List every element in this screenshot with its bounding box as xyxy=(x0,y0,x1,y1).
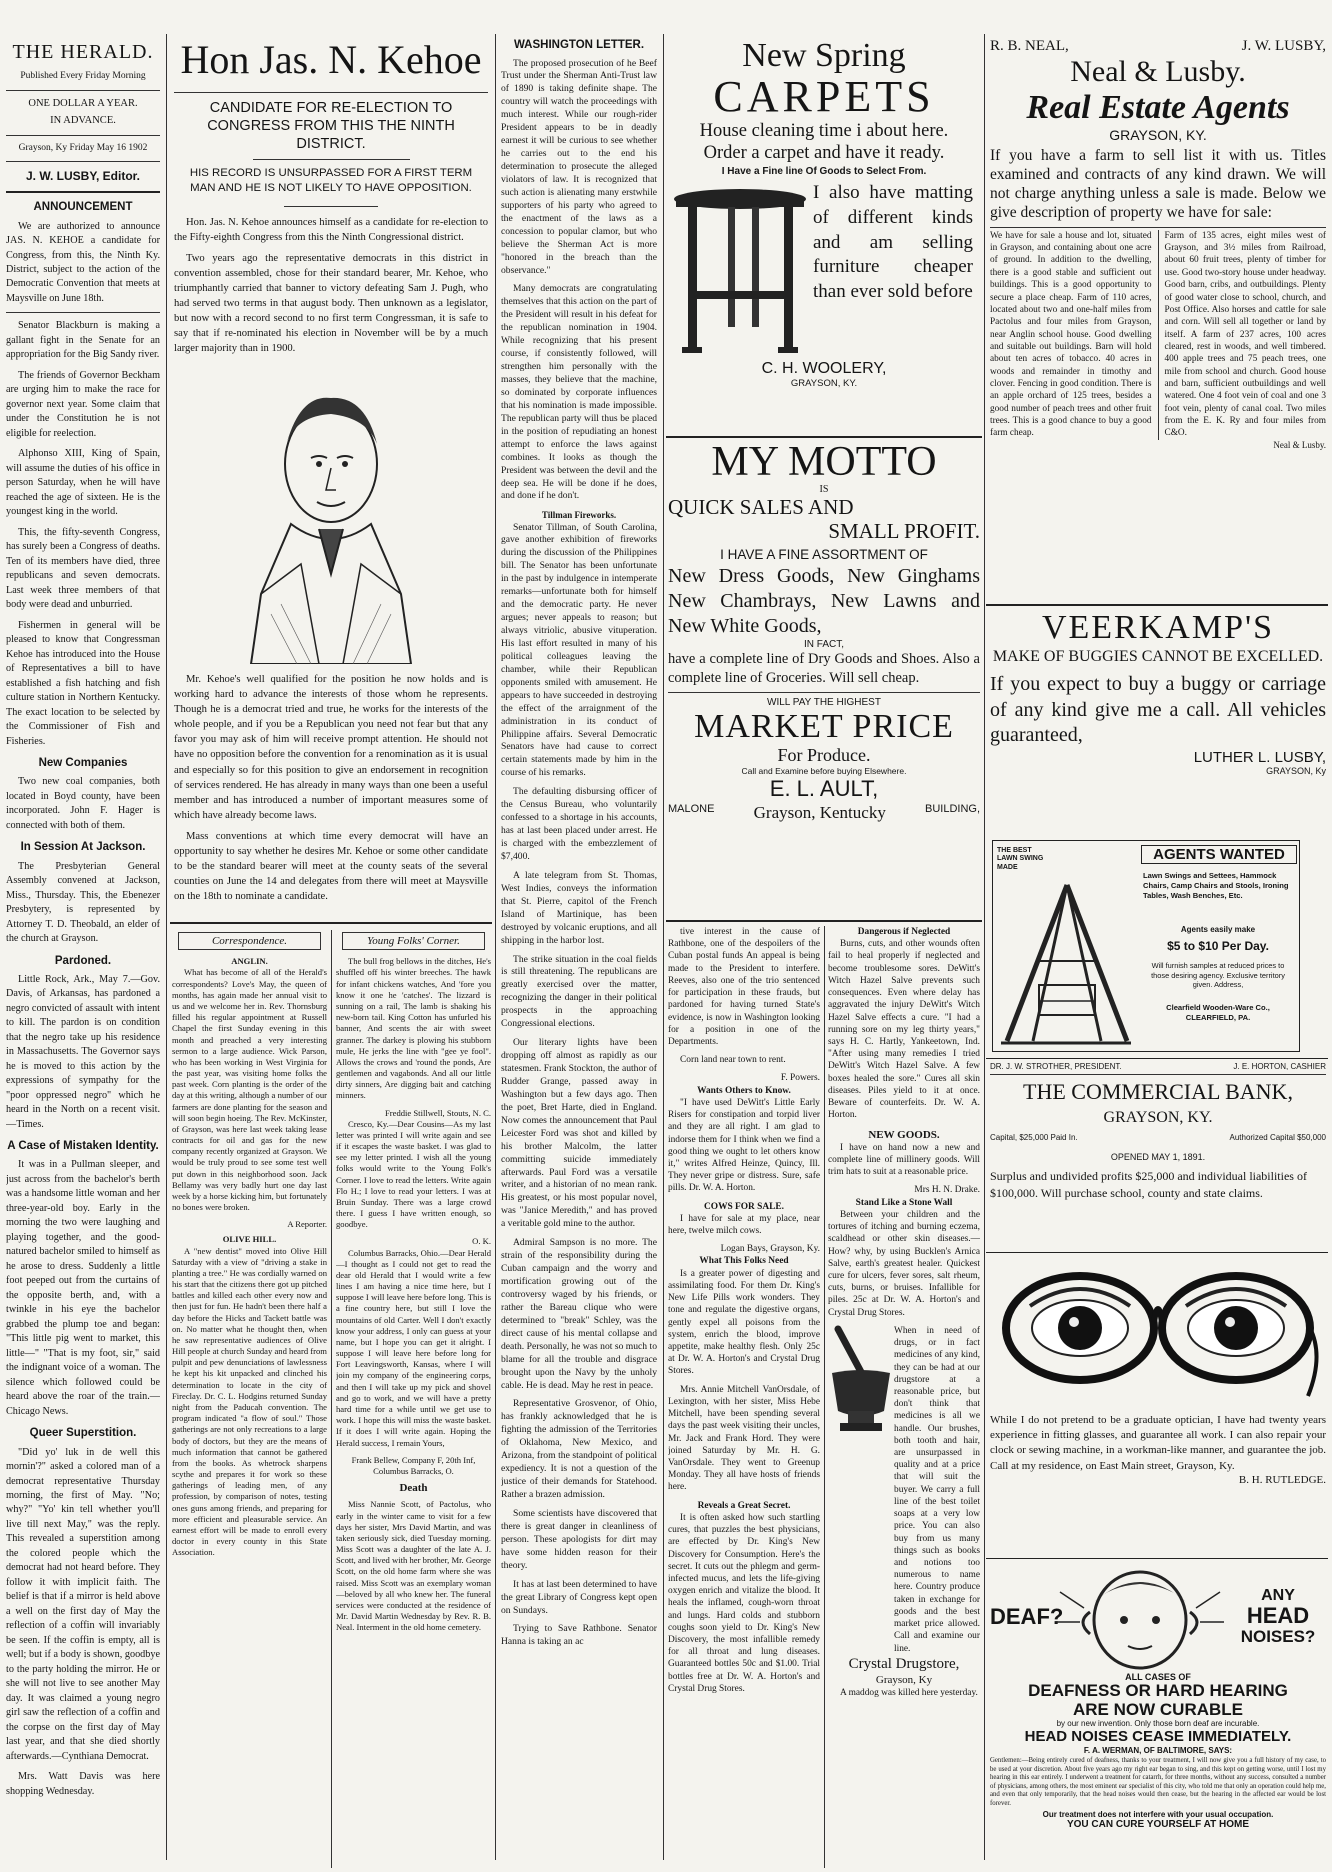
motto-goods: New Dress Goods, New Ginghams New Chambrays, New Lawns and New White Goods, xyxy=(668,565,980,638)
signature: Logan Bays, Grayson, Ky. xyxy=(720,1244,820,1255)
deaf-all-cases: ALL CASES OF xyxy=(1125,1672,1191,1682)
ault-building-right: BUILDING, xyxy=(924,802,980,815)
article-paragraph: Mass conventions at which time every democrat will have an opportunity to say whether he desires Mr. Kehoe or some other candidate to be the standard bearer will meet at the county seats of the several counties on June the 14 and delegates from there will meet at Maysville on the 18th to nominate a candidate. xyxy=(174,830,488,902)
firm-intro: If you have a farm to sell list it with us. Titles examined and contracts of any kind drawn. We will not charge anything unless a sale is made. Below we give description of property we have for sale: xyxy=(990,147,1326,221)
motto-line-profit: SMALL PROFIT. xyxy=(828,519,980,544)
young-folks-heading: Young Folks' Corner. xyxy=(342,932,485,950)
kehoe-subheadline: HIS RECORD IS UNSURPASSED FOR A FIRST TERM MAN AND HE IS NOT LIKELY TO HAVE OPPOSITION. xyxy=(189,167,473,195)
signature: O. K. xyxy=(472,1236,491,1247)
partner-right: J. W. LUSBY, xyxy=(1241,38,1326,54)
place-heading: OLIVE HILL. xyxy=(222,1234,277,1245)
article-paragraph: It is often asked how such startling cures, that puzzles the best physicians, are effected by Dr. King's New Discovery for Consumption. Here's the secret. It cuts out the phlegm and germ-infected mucus, and lets the life-giving oxygen enrich and vitalize the blood. It heals the inflamed, cough-worn throat and lungs. Hard colds and stubborn coughs soon yield to Dr. King's New Discovery, the most infallible remedy for all throat and lung diseases. Guaranteed bottles 50c and $1.00. Trial bottles free at Dr. W. A. Horton's and Crystal Drug Stores. xyxy=(668,1512,820,1694)
article-paragraph: Representative Grosvenor, of Ohio, has frankly acknowledged that he is fighting the admission of the Territories of Oklahoma, New Mexico, and Arizona, from the standpoint of political expediency. It is not a question of the justice of their demands for Statehood. Rather a brazen admission. xyxy=(501,1398,657,1501)
article-paragraph: Mrs. Annie Mitchell VanOrsdale, of Lexington, with her sister, Miss Hebe Mitchell, have been spending several days the past week visiting their uncles, Mr. Jack and Frank Hord. They were joined Saturday by Mr. H. G. VanOrsdale. They went to Greenup Monday. They all have hosts of friends here. xyxy=(668,1384,820,1493)
article-paragraph: It was in a Pullman sleeper, and just across from the bachelor's berth was a handsome little woman and her three-year-old boy. Early in the morning the two were laughing and playing together, and the good-natured bachelor smiled to himself as he arose to dress. Suddenly a little foot peeped out from the curtains of the opposite berth, and, with a twinkle in his eye the bachelor grabbed the plump toe and began: "This little pig went to market, this little—" "That is my foot, sir," said the indignant voice of a woman. The silence which followed could be heard above the roar of the train.—Chicago News. xyxy=(6,1159,160,1417)
drugstore-name: Crystal Drugstore, xyxy=(848,1655,960,1672)
optician-signature: B. H. RUTLEDGE. xyxy=(1238,1473,1326,1486)
article-paragraph: Two new coal companies, both located in Boyd county, have been incorporated. John F. Hager is connected with both of them. xyxy=(6,776,160,831)
motto-is: IS xyxy=(819,484,829,496)
deaf-footnote: Our treatment does not interfere with your usual occupation. xyxy=(1042,1810,1274,1820)
article-heading: In Session At Jackson. xyxy=(20,841,146,854)
signature: Mrs H. N. Drake. xyxy=(914,1185,980,1196)
kehoe-article xyxy=(174,38,488,918)
article-paragraph: Trying to Save Rathbone. Senator Hanna is taking an ac xyxy=(501,1623,657,1648)
poem: The bull frog bellows in the ditches, He's shuffled off his winter breeches. The hawk for infant chickens watches, And 'fore you know it one he 'catches'. The lizzard is sunning on a rail, The lamb is shaking his new-born tail. King Cotton has unfurled his banner, And scents the air with sweet granner. The darkey is plowing his stubborn mule, He jerks the line with "gee ye fool". Allows the crows and 'round the ponds, Are gentlemen and vagabonds. And all our little dirty sinners, Are digging bait and catching minners. xyxy=(336,956,491,1101)
motto-pay: WILL PAY THE HIGHEST xyxy=(767,697,881,709)
bank-opened: OPENED MAY 1, 1891. xyxy=(1110,1151,1206,1162)
deaf-headline-2: ARE NOW CURABLE xyxy=(1073,1699,1243,1719)
mortar-pestle-illustration xyxy=(828,1325,894,1435)
neal-lusby-ad xyxy=(990,38,1326,598)
article-paragraph: Between your children and the tortures of itching and burning eczema, scaldhead or other skin diseases.—How? why, by using Bucklen's Arnica Salve, earth's greatest healer. Quickest cure for ulcers, fever sores, salt rheum, cuts, burns, or bruises. Infallible for piles. 25c at Dr. W. A. Horton's and Crystal Drug Stores. xyxy=(828,1209,980,1318)
washington-letter xyxy=(501,38,657,1868)
bank-cashier: J. E. HORTON, CASHIER xyxy=(1233,1062,1326,1071)
optician-ad xyxy=(990,1256,1326,1556)
head-illustration xyxy=(1050,1562,1230,1672)
article-paragraph: Many democrats are congratulating themselves that this action on the part of the President will result in his defeat for the republican nomination in 1904. While recognizing that his present course, if consistently followed, will strengthen him personally with the masses, they believe that the machine, so dominated by corporate influences that his nomination is made impossible. The republican party will thus be placed in the position of repudiating an honest attempt to enforce the laws against combines. It looks as though the President was between the devil and the deep sea. He will be done if he does, and done if he don't. xyxy=(501,283,657,502)
article-paragraph: I have for sale at my place, near here, twelve milch cows. xyxy=(668,1213,820,1237)
real-estate-title: Real Estate Agents xyxy=(1026,89,1290,126)
motto-in-fact: IN FACT, xyxy=(803,639,844,651)
letter: Columbus Barracks, Ohio.—Dear Herald—I thought as I could not get to read the dear old Herald that I would write a few lines I am having a nice time here, but I suppose I will leave here before long. This is a fine country here, but still I love the mountains of old Carter. Well I don't exactly know your address, I only can guess at your name, but I hope you can get it alright. I suppose I will leave here before long for Fort Leavingsworth, Kansas, where I will join my company of the engineering corps, and then I will take up my pick and shovel and go to work, and we will have a pretty hard time for a while until we get use to work. I hope this will miss the waste basket. If it does I will write again. Hoping the Herald success, I remain Yours, xyxy=(336,1247,491,1448)
announcement-heading: ANNOUNCEMENT xyxy=(33,201,133,214)
deaf-letter: Gentlemen:—Being entirely cured of deafness, thanks to your treatment, I will now give you a full history of my case, to be used at your discretion. About five years ago my right ear began to sing, and this kept on getting worse, until I lost my hearing in this ear entirely. I underwent a treatment for catarrh, for three months, without any success, consulted a number of physicians, among others, the most eminent ear specialist of this city, who told me that only an operation could help me, and even that only temporarily, that the head noises would then cease, but the hearing in the affected ear would be lost forever. xyxy=(990,1757,1326,1807)
deaf-testimonial-heading: F. A. WERMAN, OF BALTIMORE, SAYS: xyxy=(1083,1746,1233,1756)
signature: F. Powers. xyxy=(780,1073,820,1084)
subheading: NEW GOODS. xyxy=(868,1128,940,1141)
carpets-line-5: I Have a Fine line Of Goods to Select From. xyxy=(721,166,927,178)
section-rule xyxy=(986,1058,1328,1059)
agents-title: AGENTS WANTED xyxy=(1141,845,1297,864)
subheading: What This Folks Need xyxy=(699,1256,789,1267)
deaf-head: HEAD xyxy=(1246,1603,1310,1628)
column-rule xyxy=(331,930,332,1868)
subheading: Wants Others to Know. xyxy=(697,1085,791,1096)
young-folks-column xyxy=(336,930,491,1868)
deaf-headline-3: HEAD NOISES CEASE IMMEDIATELY. xyxy=(1024,1728,1292,1746)
signature: Freddie Stillwell, Stouts, N. C. xyxy=(385,1107,491,1118)
article-paragraph: It has at last been determined to have the great Library of Congress kept open on Sundays. xyxy=(501,1578,657,1616)
article-paragraph: Fishermen in general will be pleased to know that Congressman Kehoe has introduced into the House of Representatives a bill to have established a fish hatching and fish culture station in Northern Kentucky. The exact location to be selected by the Commissioner of Fish and Fisheries. xyxy=(6,619,160,747)
carpets-line-1: New Spring xyxy=(742,38,906,74)
article-paragraph: Corn land near town to rent. xyxy=(680,1055,786,1066)
death-heading: Death xyxy=(399,1482,428,1495)
article-heading: Queer Superstition. xyxy=(29,1427,137,1440)
veerkamp-location: GRAYSON, Ky xyxy=(1266,766,1326,777)
veerkamp-ad xyxy=(990,608,1326,832)
motto-market: MARKET PRICE xyxy=(694,708,954,746)
subheading: Tillman Fireworks. xyxy=(541,510,617,521)
signature: Frank Bellew, Company F, 20th Inf, Columbus Barracks, O. xyxy=(351,1454,476,1476)
column-1 xyxy=(6,38,160,1868)
article-heading: New Companies xyxy=(38,757,128,769)
column-5-lower xyxy=(668,926,820,1868)
article-paragraph: Some scientists have discovered that there is great danger in cleanliness of person. These apologists for dirt may have some hidden reason for their theory. xyxy=(501,1507,657,1571)
ault-building-left: MALONE xyxy=(668,802,715,815)
section-rule xyxy=(666,436,982,438)
bank-capital: Capital, $25,000 Paid In. xyxy=(990,1132,1078,1142)
bank-authorized-capital: Authorized Capital $50,000 xyxy=(1229,1132,1326,1142)
column-rule xyxy=(495,34,496,1860)
deaf-footnote-2: YOU CAN CURE YOURSELF AT HOME xyxy=(1066,1819,1250,1831)
washington-heading: WASHINGTON LETTER. xyxy=(513,39,645,51)
firm-location: GRAYSON, KY. xyxy=(1109,127,1207,144)
agents-earnings: $5 to $10 Per Day. xyxy=(1167,939,1269,953)
article-paragraph: A maddog was killed here yesterday. xyxy=(840,1688,978,1699)
kehoe-portrait xyxy=(231,364,431,664)
subscription-price: ONE DOLLAR A YEAR. xyxy=(28,97,138,109)
article-paragraph: Mr. Kehoe's well qualified for the position he now holds and is working hard to advance the interests of those whom he represents. Though he is a democrat tried and true, he works for the interests of the whole people, and if you be a Republican you need not fear but that any favor you may ask of him will receive prompt attention. He should not have no opposition before the convention for a renomination as it is usual and especially so for this position to give an endorsement in recognition of services rendered. He has already in many ways than one been a useful member and has introduced a number of important measures some of which have already become laws. xyxy=(174,674,488,821)
deaf-noises: NOISES? xyxy=(1240,1627,1316,1646)
bank-name: THE COMMERCIAL BANK, xyxy=(1023,1079,1293,1104)
editor-line: J. W. LUSBY, Editor. xyxy=(25,169,141,184)
lawn-swing-illustration xyxy=(997,881,1135,1046)
article-paragraph: I have on hand now a new and complete line of millinery goods. Will trim hats to suit at a reasonable price. xyxy=(828,1142,980,1178)
furniture-text: I also have matting of different kinds and am selling furniture cheaper than ever sold before xyxy=(813,182,973,302)
veerkamp-name: LUTHER L. LUSBY, xyxy=(1193,749,1326,767)
announcement-text: We are authorized to announce JAS. N. KEHOE a candidate for Congress, from this, the Ninth Ky. District, subject to the action of the Democratic Convention that meets at Maysville on June 18th. xyxy=(6,220,160,304)
article-paragraph: What has become of all of the Herald's correspondents? Love's May, the queen of months, has again made her annual visit to us and we welcome her in. Rev. Thornsburg filled his regular appointment at Russell Chapel the first Sunday evening in this month and preached a very interesting sermon to a large audience. Wick Parson, who has been working in West Virginia for the past year, was visiting home folks the past week. Corn planting is the order of the day at this writing, although a number of our farmers are done planting for the season and will soon begin hoeing. The Rev. McKinster, of Grayson, was here last week taking lease contracts for oil and gas for the new company recently organized at Grayson. We would be truly proud to see some test well put down in this neighborhood soon. Jack Bellamy was very badly hurt one day last week by a horse kicking him, but fortunately no bones were broken. xyxy=(172,967,327,1213)
article-paragraph: Senator Tillman, of South Carolina, gave another exhibition of fireworks during the discussion of the Philippines bill. The Senator has been unfortunate in the past by indulgence in intemperate remarks—unfortunate both for himself and the democratic party. He never argues; never appeals to reason; but always vitriolic, abusive vituperation. His last effort resulted in many of his political colleagues leaving the chamber, while their Republican opponents smiled with amusement. He appears to have succeeded in destroying the effect of the arraignment of the administration in its conduct of Philippine affairs. Several Democratic Senators have had cause to correct certain statements made by him in the course of his remarks. xyxy=(501,521,657,779)
carpets-line-3: House cleaning time i about here. xyxy=(699,120,949,141)
carpets-line-2: CARPETS xyxy=(713,71,935,121)
article-paragraph: The friends of Governor Beckham are urging him to make the race for governor next year. Some claim that under the Constitution he is not eligible for reelection. xyxy=(6,369,160,439)
agents-terms: Will furnish samples at reduced prices to those desiring agency. Exclusive territory given. Address, xyxy=(1151,961,1285,990)
article-paragraph: Miss Nannie Scott, of Pactolus, who early in the winter came to visit for a few days her sister, Mrs David Martin, and was taken seriously sick, died Tuesday morning. Miss Scott was a daughter of the late A. J. Scott, and lived with her brother, Mr. George Scott, on the old home farm where she was raised. Miss Scott was an exemplary woman—beloved by all who knew her. The funeral services were conducted at the residence of Mr. David Martin Wednesday by Rev. R. B. Neal. Interment in the old home cemetery. xyxy=(336,1499,491,1633)
signature: A Reporter. xyxy=(287,1219,327,1230)
deaf-any: ANY xyxy=(1261,1587,1295,1604)
bank-body: Surplus and undivided profits $25,000 and individual liabilities of $100,000. Will purchase school, county and state claims. xyxy=(990,1168,1307,1200)
woolery-location: GRAYSON, KY. xyxy=(790,378,858,390)
agents-wanted-ad xyxy=(992,840,1300,1052)
issue-date: Grayson, Ky Friday May 16 1902 xyxy=(18,142,148,153)
section-rule xyxy=(986,1558,1328,1559)
deaf-subline: by our new invention. Only those born deaf are incurable. xyxy=(1056,1719,1260,1729)
eyes-spectacles-illustration xyxy=(990,1256,1326,1408)
article-paragraph: Admiral Sampson is no more. The strain of the responsibility during the Cuban campaign and the worry and mortification growing out of the controversy waged by his friends, or rather the Bareau clique who were determined to "break" Schley, was the direct cause of his mental collapse and death. Personally, he was not so much to blame for all the trouble and disgrace brought upon the Navy by the unholy cable. He is dead. May he rest in peace. xyxy=(501,1237,657,1391)
carpets-ad xyxy=(668,38,980,433)
publication-schedule: Published Every Friday Morning xyxy=(20,71,146,82)
ault-name: E. L. AULT, xyxy=(769,776,879,802)
deafness-ad xyxy=(990,1562,1326,1868)
motto-produce: For Produce. xyxy=(777,745,871,766)
subheading: Reveals a Great Secret. xyxy=(697,1500,791,1511)
article-paragraph: Alphonso XIII, King of Spain, will assume the duties of his office in person Saturday, when he will have reached the age of sixteen. He is the youngest king in the world. xyxy=(6,448,160,518)
subheading: Dangerous if Neglected xyxy=(857,927,951,937)
deaf-headline-1: DEAFNESS OR HARD HEARING xyxy=(1028,1681,1288,1700)
subheading: COWS FOR SALE. xyxy=(704,1201,784,1212)
section-rule xyxy=(986,604,1328,606)
correspondence-heading: Correspondence. xyxy=(178,932,321,950)
drugstore-text: When in need of drugs, or in fact medicines of any kind, they can be had at our drugstore at a reasonable price, but don't think that medicines is all we handle. Our brushes, both tooth and hair, are unsurpassed in quality and at a price that will suit the buyer. We carry a full line of the best toilet soaps at a very low price. You can also buy from us many things such as books and notions too numerous to name here. Country produce taken in exchange for goods and the best market price allowed. Call and examine our line. xyxy=(894,1325,980,1654)
article-paragraph: This, the fifty-seventh Congress, has surely been a Congress of deaths. Ten of its members have died, three republicans and seven democrats. Last week three members of that body were dead and unburried. xyxy=(6,526,160,611)
article-paragraph: "I have used DeWitt's Little Early Risers for constipation and torpid liver and they are all right. I am glad to indorse them for I think when we find a good thing we ought to let others know it," writes Alfred Heinze, Quincy, Ill. They never gripe or distress. Sure, safe pills. Dr. W. A. Horton. xyxy=(668,1097,820,1194)
article-paragraph: "Did yo' luk in de well this mornin'?" asked a colored man of a democrat representative Thursday morning, the first of May. "No; why?" "Yo' kin tell whether you'll live till next May," was the reply. This revealed a superstition among the colored people which the democrat had not heard before. They follow it with implicit faith. The belief is that if a mirror is held above a well on the first day of May the reflection of a coffin will invariably be seen. If the coffin is empty, all is well; but if a body is shown, goodbye to the party holding the mirror. He or she will not live to see another May day. It was claimed a young negro girl saw the reflection of a coffin and the corpse on the first day of May last year, and that she died shortly afterwards.—Cynthiana Democrat. xyxy=(6,1446,160,1762)
bank-location: GRAYSON, KY. xyxy=(1103,1108,1213,1126)
agents-company: Clearfield Wooden-Ware Co., CLEARFIELD, PA. xyxy=(1166,1003,1270,1022)
subscription-advance: IN ADVANCE. xyxy=(50,114,116,126)
motto-assortment: I HAVE A FINE ASSORTMENT OF xyxy=(720,547,928,563)
veerkamp-title: VEERKAMP'S xyxy=(1041,609,1275,646)
article-paragraph: Hon. Jas. N. Kehoe announces himself as a candidate for re-election to the Fifty-eighth Congress from this the Ninth Congressional district. xyxy=(174,217,488,244)
bank-ad xyxy=(990,1062,1326,1248)
article-paragraph: A "new dentist" moved into Olive Hill Saturday with a view of "driving a stake in planting a tree." He was cordially warned on his start that the citizens there got up pitched battles and killed each other every now and then just for fun. He hadn't been there half a day before the Hicks and Tackett battle was on. No matter what he thought then, when he saw representative audiences of Olive Hill people at church Sunday and heard from pulpit and pew denunciations of lawlessness he kept his kit unpacked and clinched his determination to locate in the city of Fireclay. Dr. C. L. Hodgins returned Sunday night from the Paducah convention. The program indicated "a flow of soul." Those gatherings are not only recreations to a large body of doctors, but they are the means of much information that cannot be gathered from the books. As whetrock sharpens scythe and prepares it for work so these gatherings of leading men, of any profession, by comparison of notes, testing ones guns among friends, and preparing for more efficient and pleasurable service. An earnest effort will be made to enroll every doctor in every county in this State Association. xyxy=(172,1245,327,1558)
table-illustration xyxy=(668,181,813,356)
motto-call: Call and Examine before buying Elsewhere. xyxy=(741,766,907,777)
section-rule xyxy=(986,1252,1328,1253)
drugstore-location: Grayson, Ky xyxy=(875,1673,933,1686)
masthead: THE HERALD. xyxy=(12,41,154,63)
column-rule xyxy=(824,926,825,1868)
property-list-left: We have for sale a house and lot, situated in Grayson, and containing about one acre of ground. In addition to the dwelling, there is a good stable and sufficient out buildings. This is a good opportunity to secure a place cheap. Farm of 110 acres, located about two and one-half miles from Pactolus and four miles from Grayson, near Anglin school house. Good dwelling and suitable out buildings. Barn will hold about ten acres of tobacco. 40 acres in woods and remainder in timothy and clover. Fencing in good condition. There is an apple orchard of 125 trees, besides a good number of peach trees and other fruit trees. This is a good chance to buy a good farm cheap. xyxy=(990,230,1152,439)
kehoe-headline: CANDIDATE FOR RE-ELECTION TO CONGRESS FROM THIS THE NINTH DISTRICT. xyxy=(207,100,455,153)
article-paragraph: Little Rock, Ark., May 7.—Gov. Davis, of Arkansas, has pardoned a negro convicted of assault with intent to kill. The pardon is on condition that the negro take up his residence in Massachusetts. The Governor says he is moved to this action by the expressions of sympathy for the "poor oppressed negro" which he heard in the North on a recent visit.—Times. xyxy=(6,973,160,1130)
article-paragraph: The defaulting disbursing officer of the Census Bureau, who voluntarily confessed to a shortage in his accounts, has at last been placed under arrest. He is charged with the embezzlement of $7,400. xyxy=(501,786,657,862)
agents-items: Lawn Swings and Settees, Hammock Chairs, Camp Chairs and Stools, Ironing Tables, Wash Benches, Etc. xyxy=(1143,871,1289,900)
motto-lines: have a complete line of Dry Goods and Shoes. Also a complete line of Groceries. Will sell cheap. xyxy=(668,651,980,687)
article-paragraph: tive interest in the cause of Rathbone, one of the despoilers of the Cuban postal funds An appeal is being made to the President to interfere. Reeves, also one of the trio sentenced for participation in these frauds, but pardoned for having turned State's evidence, is now in Washington looking for a position in one of the Departments. xyxy=(668,927,820,1047)
article-paragraph: The strike situation in the coal fields is still threatening. The republicans are greatly exercised over the matter, recognizing the danger in their political prospects in the approaching Congressional elections. xyxy=(501,953,657,1030)
article-paragraph: Is a greater power of digesting and assimilating food. For them Dr. King's New Life Pills work wonders. They tone and regulate the digestive organs, gently expel all poisons from the system, enrich the blood, improve appetite, make healthy flesh. Only 25c at Dr. W. A. Horton's and Crystal Drug Stores. xyxy=(668,1268,820,1377)
place-heading: ANGLIN. xyxy=(231,956,268,967)
article-paragraph: Our literary lights have been dropping off almost as rapidly as our statesmen. Frank Stockton, the author of Rudder Grange, passed away in Washington but a few days ago. Then the poet, Bret Harte, died in England. Now comes the announcement that Paul Leicester Ford was shot and killed by his brother Malcolm, the latter committing suicide immediately afterwards. Paul Ford was a versatile writer, and a historian of no mean rank. His greatest, or his most popular novel, was "Janice Meredith," and has proved a veritable gold mine to the author. xyxy=(501,1037,657,1230)
column-rule xyxy=(984,34,985,1860)
article-paragraph: Mrs. Watt Davis was here shopping Wednesday. xyxy=(6,1771,160,1797)
carpets-line-4: Order a carpet and have it ready. xyxy=(703,143,945,164)
motto-title: MY MOTTO xyxy=(711,440,937,485)
section-rule xyxy=(666,920,982,922)
article-heading: Pardoned. xyxy=(54,954,112,967)
optician-body: While I do not pretend to be a graduate optician, I have had twenty years experience in fitting glasses, and guarantee all work. I can also repair your clock or sewing machine, in a workman-like manner, and guarantee the job. Call at my residence, on East Main street, Grayson, Ky. xyxy=(990,1414,1326,1472)
firm-name: Neal & Lusby. xyxy=(1070,55,1246,88)
section-rule xyxy=(170,922,492,924)
column-rule xyxy=(166,34,167,1860)
article-paragraph: Two years ago the representative democrats in this district in convention assembled, chose for their standard bearer, Mr. Kehoe, who triumphantly carried that banner to victory defeating Sam J. Pugh, who had served two terms in that august body. Then unknown as a legislator, but now with a record second to no first term Congressman, it is safe to say that if re-nominated his election in November will be by a much larger majority than in 1900. xyxy=(174,253,488,355)
letter: Cresco, Ky.—Dear Cousins—As my last letter was printed I will write again and see if it escapes the waste basket. I was glad to see my letter printed. I wish all the young folks would write to the Young Folk's Corner. I love to read the letters. Write again Flo H.; I love to read your letters. I was at Bruin Sunday. There was a large crowd there. I guess I have written enough, so goodbye. xyxy=(336,1118,491,1230)
column-rule xyxy=(663,34,664,1860)
veerkamp-tagline: MAKE OF BUGGIES CANNOT BE EXCELLED. xyxy=(992,648,1324,666)
lawn-swing-tag: THE BEST LAWN SWING MADE xyxy=(997,847,1044,871)
deaf-question: DEAF? xyxy=(990,1604,1064,1629)
motto-line-quick: QUICK SALES AND xyxy=(668,495,854,520)
kehoe-title: Hon Jas. N. Kehoe xyxy=(180,38,482,82)
motto-ad xyxy=(668,440,980,916)
bank-president: DR. J. W. STROTHER, PRESIDENT. xyxy=(990,1062,1122,1071)
article-paragraph: Burns, cuts, and other wounds often fail to heal properly if neglected and become troublesome sores. DeWitt's Witch Hazel Salve prevents such consequences. Even where delay has aggravated the injury DeWitt's Witch Hazel Salve effects a cure. "I had a running sore on my leg thirty years," says H. C. Hartly, Yankeetown, Ind. "After using many remedies I tried DeWitt's Witch Hazel Salve. A few boxes healed the sore." Cures all skin diseases. Piles yield to it at once. Beware of counterfeits. Dr. W. A. Horton. xyxy=(828,939,980,1121)
agents-make: Agents easily make xyxy=(1180,925,1256,934)
article-paragraph: The proposed prosecution of he Beef Trust under the Sherman Anti-Trust law of 1890 is taking definite shape. The country will watch the proceedings with much interest. While our rough-rider President appears to be in deadly earnest it will be curious to see whether he carries out to the end his determination to prosecute the alleged violators of law. It is recognized that such action is alienating many erstwhile supporters of his party who agreed to the enactment of the laws as a concession to popular clamor, but who believe the Sherman Act is more "honored in the breach than the observance." xyxy=(501,57,657,276)
signature: Neal & Lusby. xyxy=(1273,439,1326,450)
portrait-engraving xyxy=(231,364,431,664)
partner-left: R. B. NEAL, xyxy=(990,38,1069,54)
property-list-right: Farm of 135 acres, eight miles west of Grayson, and 3½ miles from Railroad, about 60 fruit trees, plenty of timber for use. Good two-story house under headway. Good barn, cribs, and outbuildings. Plenty of good water close to school, church, and Post Office. Also horses and cattle for sale and corn. Will sell all together or land by itself. A farm of 237 acres, 100 acres cleared, rest in woods, and well timbered. 400 apple trees and 75 peach trees, one mile from school and church. Good house and barn, sufficient outbuildings and well watered. One 4 foot vein of coal and one 3 foot vein, plenty of canal coal. Two miles from the E. K. Ry and four miles from C&O. xyxy=(1164,230,1326,439)
article-paragraph: A late telegram from St. Thomas, West Indies, conveys the information that St. Pierre, capitol of the French Island of Martinique, has been destroyed by volcanic eruptions, and all shipping in the harbor lost. xyxy=(501,869,657,946)
article-heading: A Case of Mistaken Identity. xyxy=(7,1140,159,1153)
article-paragraph: Senator Blackburn is making a gallant fight in the Senate for an appropriation for the Big Sandy river. xyxy=(6,320,160,361)
column-6-lower xyxy=(828,926,980,1868)
ault-location: Grayson, Kentucky xyxy=(753,802,886,822)
correspondence-column xyxy=(172,930,327,1868)
woolery-name: C. H. WOOLERY, xyxy=(761,360,887,378)
veerkamp-body: If you expect to buy a buggy or carriage of any kind give me a call. All vehicles guaranteed, xyxy=(990,673,1326,747)
subheading: Stand Like a Stone Wall xyxy=(855,1197,953,1208)
article-paragraph: The Presbyterian General Assembly convened at Jackson, Miss., Thursday. This, the Ebenezer Presbytery, is represented by Attorney T. D. Theobald, an elder of the church at Grayson. xyxy=(6,860,160,945)
